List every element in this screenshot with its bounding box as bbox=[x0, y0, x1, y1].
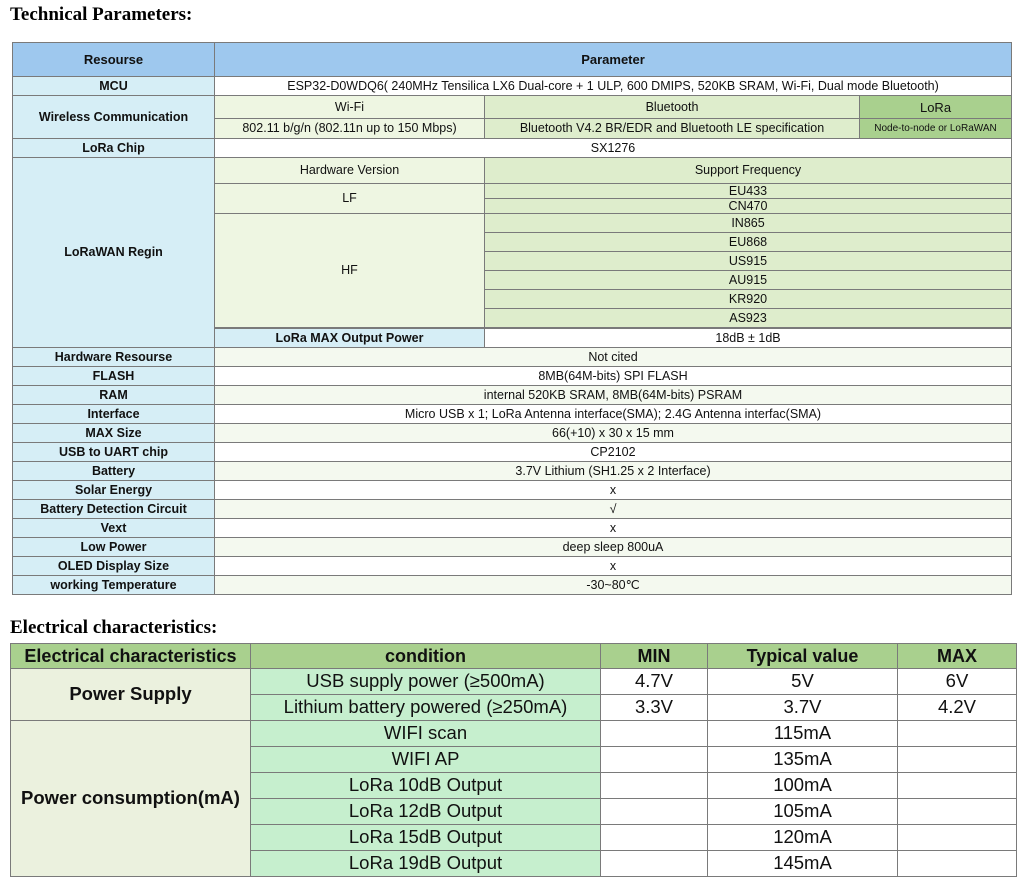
param-row bbox=[13, 500, 1012, 519]
param-label: Battery Detection Circuit bbox=[13, 500, 215, 519]
hf-cell: HF bbox=[215, 214, 485, 328]
max-cell: 6V bbox=[898, 669, 1017, 695]
typical-cell: 135mA bbox=[708, 747, 898, 773]
max-cell bbox=[898, 825, 1017, 851]
frequency-eu868: EU868 bbox=[485, 233, 1012, 252]
technical-parameters-table bbox=[12, 42, 1012, 595]
param-value: x bbox=[215, 481, 1012, 500]
condition-cell: Lithium battery powered (≥250mA) bbox=[251, 695, 601, 721]
max-cell bbox=[898, 851, 1017, 877]
param-row bbox=[13, 348, 1012, 367]
param-value: Micro USB x 1; LoRa Antenna interface(SMA); 2.4G Antenna interfac(SMA) bbox=[215, 405, 1012, 424]
param-row bbox=[13, 538, 1012, 557]
condition-cell: LoRa 12dB Output bbox=[251, 799, 601, 825]
param-row bbox=[13, 405, 1012, 424]
param-label: Vext bbox=[13, 519, 215, 538]
tech-header-row bbox=[13, 43, 1012, 77]
param-label: Interface bbox=[13, 405, 215, 424]
param-label: Hardware Resourse bbox=[13, 348, 215, 367]
typical-cell: 120mA bbox=[708, 825, 898, 851]
param-value: -30~80℃ bbox=[215, 576, 1012, 595]
param-value: Not cited bbox=[215, 348, 1012, 367]
electrical-characteristics-heading: Electrical characteristics: bbox=[10, 617, 218, 638]
typical-cell: 115mA bbox=[708, 721, 898, 747]
param-row bbox=[13, 557, 1012, 576]
bluetooth-spec: Bluetooth V4.2 BR/EDR and Bluetooth LE specification bbox=[485, 119, 860, 139]
min-cell bbox=[601, 825, 708, 851]
elec-header-characteristics: Electrical characteristics bbox=[11, 644, 251, 669]
max-cell bbox=[898, 799, 1017, 825]
elec-row bbox=[11, 721, 1017, 747]
min-cell bbox=[601, 851, 708, 877]
electrical-characteristics-table bbox=[10, 643, 1017, 877]
wifi-spec: 802.11 b/g/n (802.11n up to 150 Mbps) bbox=[215, 119, 485, 139]
condition-cell: USB supply power (≥500mA) bbox=[251, 669, 601, 695]
lora-chip-value: SX1276 bbox=[215, 139, 1012, 158]
condition-cell: LoRa 15dB Output bbox=[251, 825, 601, 851]
frequency-au915: AU915 bbox=[485, 271, 1012, 290]
wireless-label: Wireless Communication bbox=[13, 96, 215, 139]
frequency-cn470: CN470 bbox=[485, 199, 1012, 214]
param-label: RAM bbox=[13, 386, 215, 405]
condition-cell: LoRa 19dB Output bbox=[251, 851, 601, 877]
param-row bbox=[13, 481, 1012, 500]
elec-row bbox=[11, 669, 1017, 695]
param-value: 8MB(64M-bits) SPI FLASH bbox=[215, 367, 1012, 386]
header-parameter: Parameter bbox=[215, 43, 1012, 77]
lora-chip-row bbox=[13, 139, 1012, 158]
max-cell bbox=[898, 721, 1017, 747]
param-label: USB to UART chip bbox=[13, 443, 215, 462]
param-value: √ bbox=[215, 500, 1012, 519]
param-label: Battery bbox=[13, 462, 215, 481]
min-cell bbox=[601, 747, 708, 773]
condition-cell: WIFI AP bbox=[251, 747, 601, 773]
lora-spec: Node-to-node or LoRaWAN bbox=[860, 119, 1012, 139]
param-value: x bbox=[215, 519, 1012, 538]
param-value: CP2102 bbox=[215, 443, 1012, 462]
frequency-us915: US915 bbox=[485, 252, 1012, 271]
condition-cell: WIFI scan bbox=[251, 721, 601, 747]
lorawan-header-row bbox=[13, 158, 1012, 184]
param-value: internal 520KB SRAM, 8MB(64M-bits) PSRAM bbox=[215, 386, 1012, 405]
min-cell: 3.3V bbox=[601, 695, 708, 721]
min-cell bbox=[601, 721, 708, 747]
param-value: 66(+10) x 30 x 15 mm bbox=[215, 424, 1012, 443]
typical-cell: 3.7V bbox=[708, 695, 898, 721]
elec-header-typical: Typical value bbox=[708, 644, 898, 669]
max-cell bbox=[898, 747, 1017, 773]
param-label: Low Power bbox=[13, 538, 215, 557]
wifi-cell: Wi-Fi bbox=[215, 96, 485, 119]
param-label: MAX Size bbox=[13, 424, 215, 443]
lora-chip-label: LoRa Chip bbox=[13, 139, 215, 158]
min-cell: 4.7V bbox=[601, 669, 708, 695]
param-row bbox=[13, 386, 1012, 405]
param-label: OLED Display Size bbox=[13, 557, 215, 576]
frequency-kr920: KR920 bbox=[485, 290, 1012, 309]
typical-cell: 145mA bbox=[708, 851, 898, 877]
elec-header-condition: condition bbox=[251, 644, 601, 669]
header-resource: Resourse bbox=[13, 43, 215, 77]
typical-cell: 5V bbox=[708, 669, 898, 695]
power-consumption-label: Power consumption(mA) bbox=[11, 721, 251, 877]
frequency-in865: IN865 bbox=[485, 214, 1012, 233]
param-value: x bbox=[215, 557, 1012, 576]
mcu-label: MCU bbox=[13, 77, 215, 96]
param-value: 3.7V Lithium (SH1.25 x 2 Interface) bbox=[215, 462, 1012, 481]
param-row bbox=[13, 424, 1012, 443]
elec-header-min: MIN bbox=[601, 644, 708, 669]
hardware-version-header: Hardware Version bbox=[215, 158, 485, 184]
min-cell bbox=[601, 773, 708, 799]
param-label: Solar Energy bbox=[13, 481, 215, 500]
mcu-row bbox=[13, 77, 1012, 96]
param-row bbox=[13, 462, 1012, 481]
lf-cell: LF bbox=[215, 184, 485, 214]
param-row bbox=[13, 443, 1012, 462]
max-cell: 4.2V bbox=[898, 695, 1017, 721]
param-value: 18dB ± 1dB bbox=[485, 329, 1012, 348]
elec-header-row bbox=[11, 644, 1017, 669]
technical-parameters-heading: Technical Parameters: bbox=[10, 4, 193, 25]
max-cell bbox=[898, 773, 1017, 799]
typical-cell: 105mA bbox=[708, 799, 898, 825]
bluetooth-cell: Bluetooth bbox=[485, 96, 860, 119]
param-row bbox=[13, 367, 1012, 386]
min-cell bbox=[601, 799, 708, 825]
typical-cell: 100mA bbox=[708, 773, 898, 799]
condition-cell: LoRa 10dB Output bbox=[251, 773, 601, 799]
elec-header-max: MAX bbox=[898, 644, 1017, 669]
lora-cell: LoRa bbox=[860, 96, 1012, 119]
frequency-as923: AS923 bbox=[485, 309, 1012, 328]
param-label: working Temperature bbox=[13, 576, 215, 595]
frequency-eu433: EU433 bbox=[485, 184, 1012, 199]
power-supply-label: Power Supply bbox=[11, 669, 251, 721]
mcu-value: ESP32-D0WDQ6( 240MHz Tensilica LX6 Dual-core + 1 ULP, 600 DMIPS, 520KB SRAM, Wi-Fi, Dual mode Bluetooth) bbox=[215, 77, 1012, 96]
support-frequency-header: Support Frequency bbox=[485, 158, 1012, 184]
param-row bbox=[13, 576, 1012, 595]
wireless-row-1 bbox=[13, 96, 1012, 119]
param-row bbox=[13, 519, 1012, 538]
param-label: FLASH bbox=[13, 367, 215, 386]
param-label: LoRa MAX Output Power bbox=[215, 329, 485, 348]
param-value: deep sleep 800uA bbox=[215, 538, 1012, 557]
lorawan-label: LoRaWAN Regin bbox=[13, 158, 215, 348]
